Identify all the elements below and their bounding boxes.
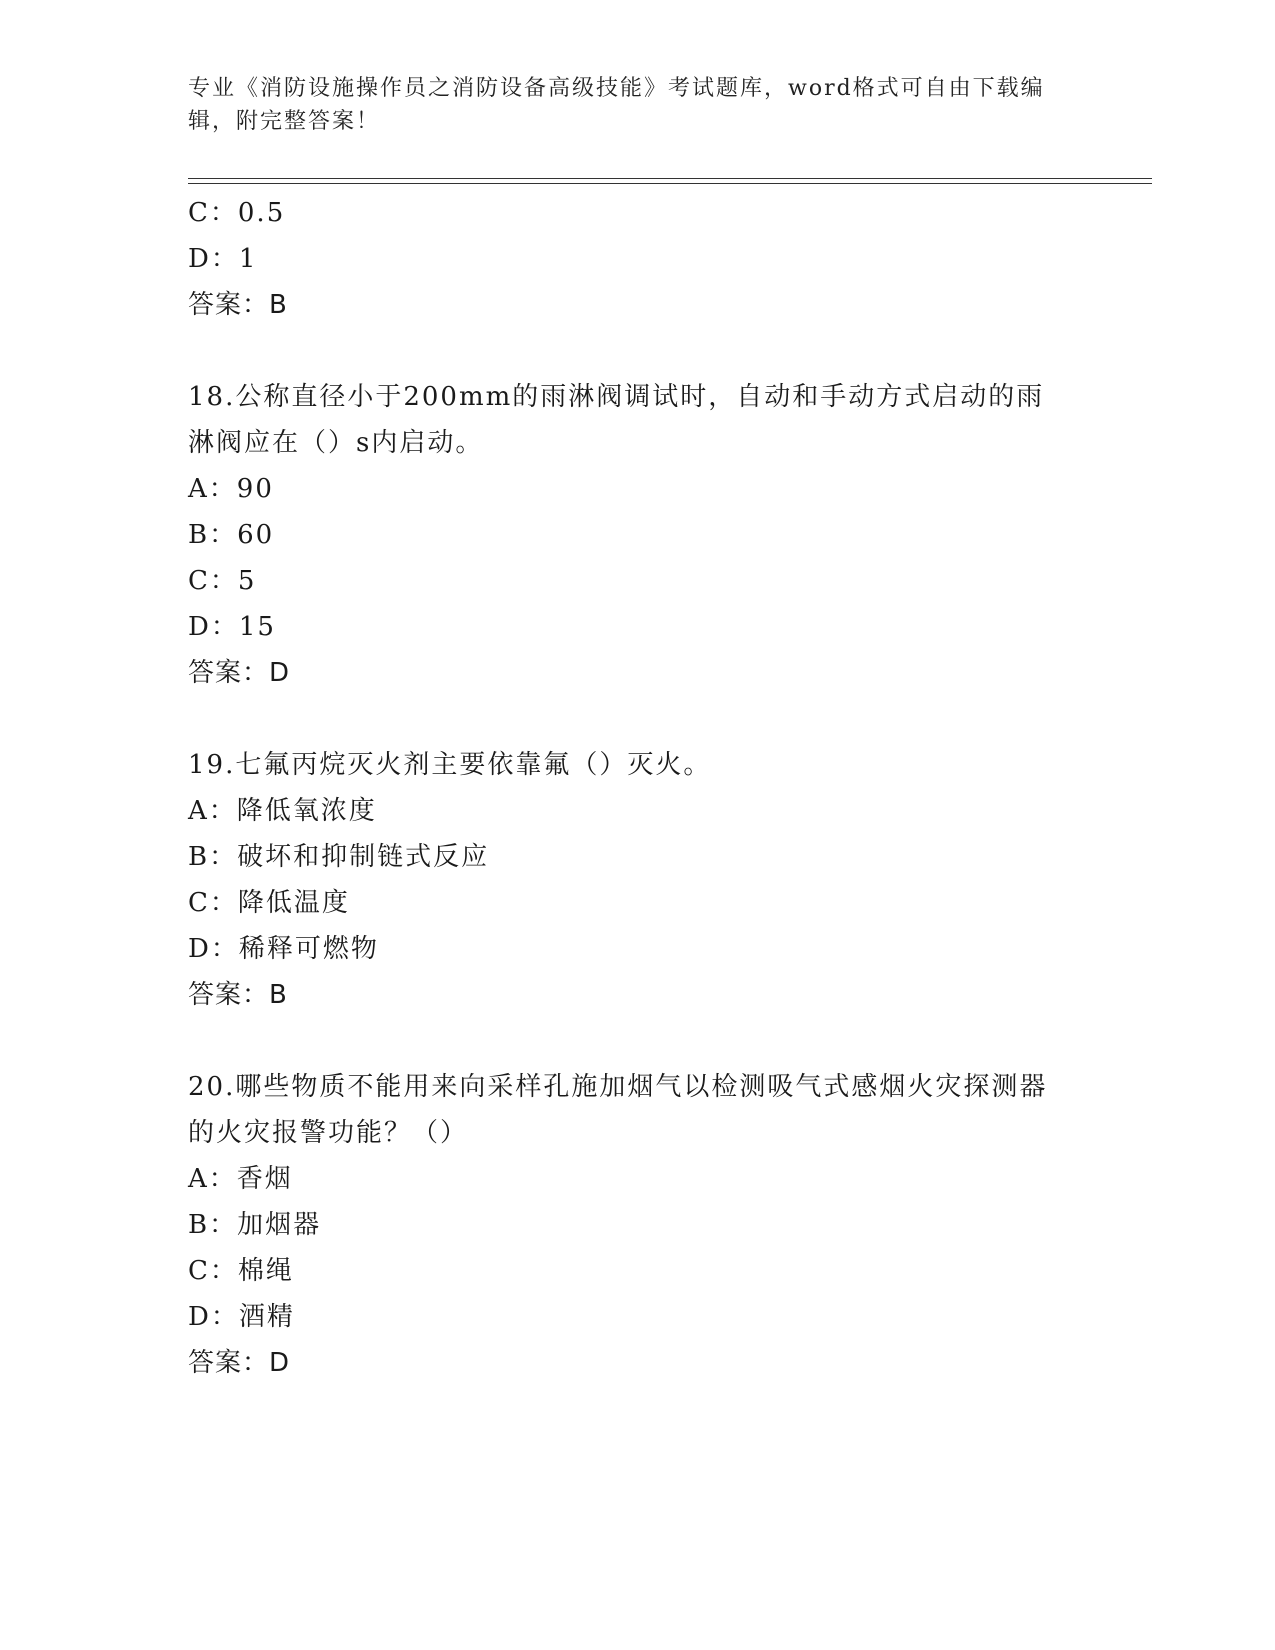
header-rule-bottom — [188, 183, 1152, 184]
question-text: 19.七氟丙烷灭火剂主要依靠氟（）灭火。 — [188, 750, 712, 780]
option-d: D：稀释可燃物 — [188, 934, 379, 964]
question-20 — [188, 1064, 1088, 1386]
question-18 — [188, 374, 1088, 696]
option-c: C：棉绳 — [188, 1256, 294, 1286]
document-body — [188, 190, 1088, 1386]
option-c: C：5 — [188, 566, 257, 596]
answer-line: 答案：D — [188, 658, 291, 688]
option-b: B：60 — [188, 520, 275, 550]
option-d: D：酒精 — [188, 1302, 295, 1332]
question-text: 20.哪些物质不能用来向采样孔施加烟气以检测吸气式感烟火灾探测器的火灾报警功能？（） — [188, 1072, 1048, 1148]
option-a: A：90 — [188, 474, 274, 504]
option-a: A：香烟 — [188, 1164, 293, 1194]
document-header: 专业《消防设施操作员之消防设备高级技能》考试题库，word格式可自由下载编辑，附完整答案！ — [188, 76, 1045, 134]
option-d: D：15 — [188, 612, 276, 642]
header-rule-top — [188, 178, 1152, 179]
option-d: D：1 — [188, 244, 258, 274]
question-19 — [188, 742, 1088, 1018]
answer-line: 答案：B — [188, 290, 288, 320]
question-17-tail — [188, 190, 1088, 328]
option-b: B：破坏和抑制链式反应 — [188, 842, 490, 872]
question-text: 18.公称直径小于200mm的雨淋阀调试时，自动和手动方式启动的雨淋阀应在（）s内启动。 — [188, 382, 1045, 458]
option-a: A：降低氧浓度 — [188, 796, 377, 826]
answer-line: 答案：D — [188, 1348, 291, 1378]
option-c: C：0.5 — [188, 198, 286, 228]
answer-line: 答案：B — [188, 980, 288, 1010]
option-c: C：降低温度 — [188, 888, 350, 918]
option-b: B：加烟器 — [188, 1210, 322, 1240]
